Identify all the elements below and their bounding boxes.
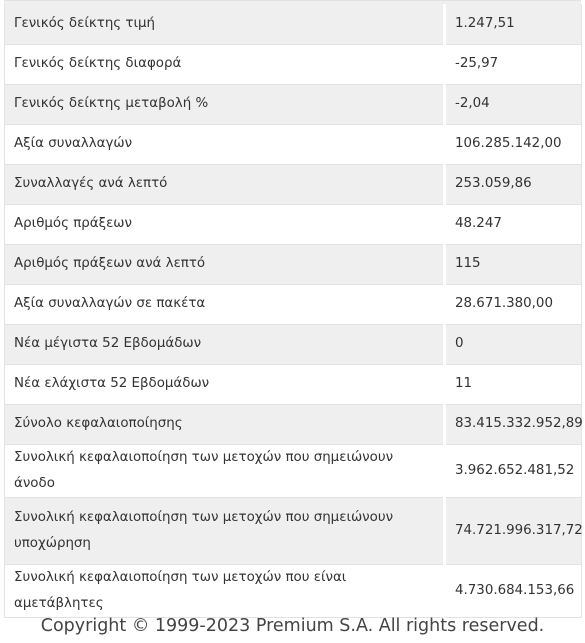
stat-label: Γενικός δείκτης διαφορά: [5, 44, 445, 84]
table-row: [5, 124, 582, 164]
stat-value: 3.962.652.481,52: [445, 444, 582, 497]
stat-value: 0: [445, 324, 582, 364]
stat-value: 4.730.684.153,66: [445, 564, 582, 617]
stat-label: Συνολική κεφαλαιοποίηση των μετοχών που σημειώνουν άνοδο: [5, 444, 445, 497]
stat-label: Συνολική κεφαλαιοποίηση των μετοχών που είναι αμετάβλητες: [5, 564, 445, 617]
table-row: [5, 244, 582, 284]
stat-value: 115: [445, 244, 582, 284]
stat-label: Αξία συναλλαγών σε πακέτα: [5, 284, 445, 324]
stat-value: 253.059,86: [445, 164, 582, 204]
table-row: [5, 497, 582, 564]
market-stats-table: [4, 4, 582, 618]
stat-value: 11: [445, 364, 582, 404]
stat-label: Γενικός δείκτης τιμή: [5, 4, 445, 44]
table-row: [5, 84, 582, 124]
stat-value: 28.671.380,00: [445, 284, 582, 324]
stat-value: 106.285.142,00: [445, 124, 582, 164]
stat-value: 1.247,51: [445, 4, 582, 44]
stat-value: -2,04: [445, 84, 582, 124]
table-row: [5, 284, 582, 324]
stat-label: Συνολική κεφαλαιοποίηση των μετοχών που σημειώνουν υποχώρηση: [5, 497, 445, 564]
stat-label: Αριθμός πράξεων ανά λεπτό: [5, 244, 445, 284]
market-stats-container: [4, 4, 581, 618]
table-row: [5, 44, 582, 84]
stat-value: 48.247: [445, 204, 582, 244]
table-row: [5, 324, 582, 364]
stat-label: Συναλλαγές ανά λεπτό: [5, 164, 445, 204]
stat-label: Σύνολο κεφαλαιοποίησης: [5, 404, 445, 444]
stat-label: Αριθμός πράξεων: [5, 204, 445, 244]
stat-value: 74.721.996.317,72: [445, 497, 582, 564]
table-row: [5, 444, 582, 497]
stat-label: Αξία συναλλαγών: [5, 124, 445, 164]
copyright-footer: Copyright © 1999-2023 Premium S.A. All rights reserved.: [40, 616, 545, 636]
table-row: [5, 404, 582, 444]
table-row: [5, 4, 582, 44]
table-row: [5, 204, 582, 244]
stat-value: -25,97: [445, 44, 582, 84]
stat-label: Νέα μέγιστα 52 Εβδομάδων: [5, 324, 445, 364]
table-row: [5, 564, 582, 617]
table-row: [5, 364, 582, 404]
stat-label: Γενικός δείκτης μεταβολή %: [5, 84, 445, 124]
stat-value: 83.415.332.952,89: [445, 404, 582, 444]
stat-label: Νέα ελάχιστα 52 Εβδομάδων: [5, 364, 445, 404]
table-row: [5, 164, 582, 204]
